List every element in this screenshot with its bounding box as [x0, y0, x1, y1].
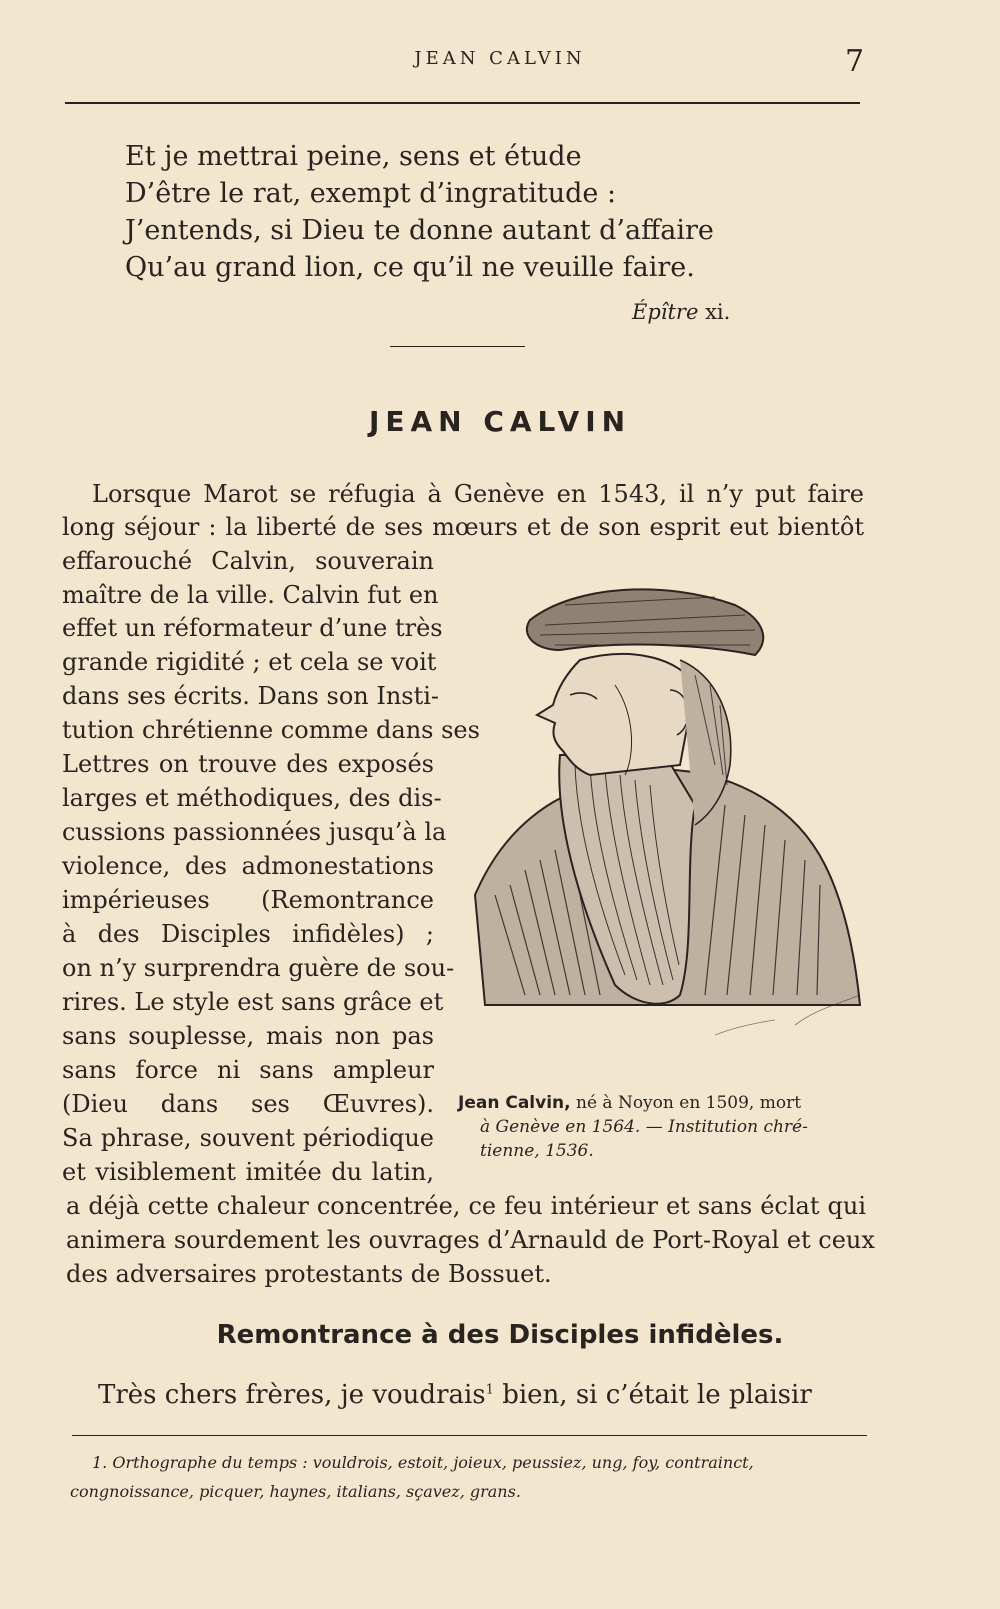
caption-detail: né à Noyon en 1509, mort: [576, 1093, 802, 1113]
page-number: 7: [845, 44, 865, 79]
body-line: on n’y surprendra guère de sou-: [62, 954, 455, 982]
footnote-rule: [72, 1435, 867, 1436]
portrait-caption-line: tienne, 1536.: [480, 1141, 594, 1161]
poem-line: Qu’au grand lion, ce qu’il ne veuille faire.: [125, 252, 695, 283]
body-line: dans ses écrits. Dans son Insti-: [62, 682, 440, 710]
body-line: Lettres on trouve des exposés: [62, 750, 434, 778]
section-title: JEAN CALVIN: [368, 405, 632, 438]
body-line: effet un réformateur d’une très: [62, 614, 443, 642]
body-line: tution chrétienne comme dans ses: [62, 716, 480, 744]
calvin-portrait-engraving: [465, 565, 885, 1065]
poem-line: D’être le rat, exempt d’ingratitude :: [125, 178, 617, 209]
body-line: cussions passionnées jusqu’à la: [62, 818, 447, 846]
body-line: des adversaires protestants de Bossuet.: [66, 1260, 552, 1288]
section-separator: [390, 346, 525, 347]
body-line: Sa phrase, souvent périodique: [62, 1124, 434, 1152]
body-line: sans force ni sans ampleur: [62, 1056, 434, 1084]
letter-rest: bien, si c’était le plaisir: [502, 1380, 812, 1410]
body-line: maître de la ville. Calvin fut en: [62, 581, 439, 609]
body-line: grande rigidité ; et cela se voit: [62, 648, 437, 676]
letter-start: Très chers frères, je voudrais: [98, 1380, 486, 1410]
header-rule: [65, 102, 860, 104]
body-line: violence, des admonestations: [62, 852, 434, 880]
body-line: à des Disciples infidèles) ;: [62, 920, 434, 948]
subsection-title: Remontrance à des Disciples infidèles.: [216, 1320, 784, 1350]
poem-line: Et je mettrai peine, sens et étude: [125, 141, 582, 172]
caption-name: Jean Calvin,: [458, 1093, 571, 1113]
body-line: effarouché Calvin, souverain: [62, 547, 434, 575]
running-title: JEAN CALVIN: [414, 48, 586, 69]
footnote-marker: 1: [485, 1382, 494, 1398]
body-line: animera sourdement les ouvrages d’Arnauld de Port-Royal et ceux: [66, 1226, 875, 1254]
body-line: sans souplesse, mais non pas: [62, 1022, 434, 1050]
body-line: rires. Le style est sans grâce et: [62, 988, 444, 1016]
poem-line: J’entends, si Dieu te donne autant d’affaire: [125, 215, 714, 246]
poem-source-title: Épître: [632, 300, 699, 324]
body-line: Lorsque Marot se réfugia à Genève en 1543, il n’y put faire: [92, 480, 864, 508]
portrait-caption-line: [458, 1093, 801, 1113]
poem: [125, 138, 714, 286]
body-line: a déjà cette chaleur concentrée, ce feu intérieur et sans éclat qui: [66, 1192, 866, 1220]
body-line: et visiblement imitée du latin,: [62, 1158, 434, 1186]
letter-opening: [98, 1380, 812, 1410]
poem-source-number: xi.: [705, 300, 731, 324]
body-line: (Dieu dans ses Œuvres).: [62, 1090, 434, 1118]
footnote-line: 1. Orthographe du temps : vouldrois, estoit, joieux, peussiez, ung, foy, contrainct,: [92, 1453, 754, 1472]
body-line: larges et méthodiques, des dis-: [62, 784, 442, 812]
portrait-caption-line: à Genève en 1564. — Institution chré-: [480, 1117, 808, 1137]
poem-source: [632, 300, 730, 324]
footnote-line: congnoissance, picquer, haynes, italians, sçavez, grans.: [70, 1482, 521, 1501]
body-line: impérieuses (Remontrance: [62, 886, 434, 914]
body-line: long séjour : la liberté de ses mœurs et de son esprit eut bientôt: [62, 513, 864, 541]
